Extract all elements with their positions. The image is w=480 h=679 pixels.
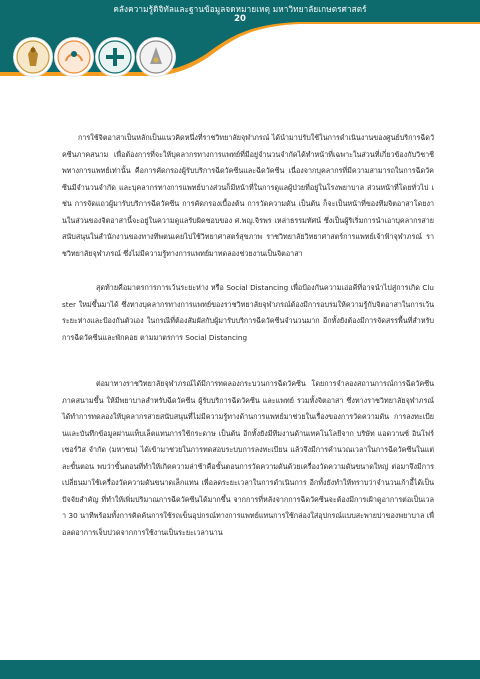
medical-emblem-logo xyxy=(96,38,134,76)
page-number: 20 xyxy=(234,14,246,24)
paragraph-social-distancing: สุดท้ายคือมาตรการการเว้นระยะห่าง หรือ Social Distancing เพื่อป้องกันความเอ่อคีที่อาจนำไปสู่การเกิด Cluster ใหม่ขึ้นมาได้ ซึ่งทางบุคลากรทางการแพทย์ของราชวิทยาลัยจุฬาภรณ์ต้องมีการอบรมให้ความรู้กับจิตอาสาในการเว้นระยะห่างและป้องกันตัวเอง ในกรณีที่ต้องสัมผัสกับผู้มารับบริการฉีดวัคซีนจำนวนมาก อีกทั้งยังต้องมีการจัดสรรพื้นที่สำหรับการฉีดวัคซีนและพักคอย ตามมาตรการ Social Distancing xyxy=(62,283,434,342)
page-footer-bar xyxy=(0,660,480,679)
header-title: คลังความรู้ดิจิทัลและฐานข้อมูลจดหมายเหตุ มหาวิทยาลัยเกษตรศาสตร์ xyxy=(113,4,367,14)
page-header xyxy=(0,0,480,100)
university-seal-logo xyxy=(14,38,52,76)
logo-row xyxy=(14,38,175,78)
document-body xyxy=(62,130,434,541)
paragraph-vaccination-trial: ต่อมาทางราชวิทยาลัยจุฬาภรณ์ได้มีการทดลองกระบวนการฉีดวัคซีน โดยการจำลองสถานการณ์การฉีดวัคซีนภาคสนามขึ้น ให้มีพยาบาลสำหรับฉีดวัคซีน ผู้รับบริการฉีดวัคซีน และแพทย์ รวมทั้งจิตอาสา ซึ่งทางราชวิทยาลัยจุฬาภรณ์ได้ทำการทดลองให้บุคลากรสายสนับสนุนที่ไม่มีความรู้ทางด้านการแพทย์มาช่วยในเรื่องของการวัดความดัน การลงทะเบียนและบันทึกข้อมูลผ่านแท็บเล็ตแทนการใช้กระดาษ เป็นต้น อีกทั้งยังมีทีมงานด้านเทคโนโลยีจาก บริษัท แอดวานซ์ อินโฟร์ เซอร์วิส จำกัด (มหาชน) ได้เข้ามาช่วยในการทดสอบระบบการลงทะเบียน แล้วจึงมีการคำนวณเวลาในการฉีดวัคซีนในแต่ละขั้นตอน พบว่าขั้นตอนที่ทำให้เกิดความล่าช้าคือขั้นตอนการวัดความดันด้วยเครื่องวัดความดันขนาดใหญ่ ต่อมาจึงมีการเปลี่ยนมาใช้เครื่องวัดความดันขนาดเล็กแทน เพื่อลดระยะเวลาในการดำเนินการ อีกทั้งยังทำให้ทราบว่าจำนวนเก้าอี้ได้เป็นปัจจัยสำคัญ ที่ทำให้เพิ่มปริมาณการฉีดวัคซีนได้มากขึ้น จากการที่หลังจากการฉีดวัคซีนจะต้องมีการเฝ้าดูอาการต่อเป็นเวลา 30 นาทีพร้อมทั้งการคิดค้นการใช้รถเข็นอุปกรณ์ทางการแพทย์แทนการใช้กล่องใส่อุปกรณ์แบบสะพายบ่าของพยาบาล เพื่อลดอาการเจ็บปวดจากการใช้งานเป็นระยะเวลานาน xyxy=(62,379,434,537)
paragraph-volunteer-concept: การใช้จิตอาสาเป็นหลักเป็นแนวคิดหนึ่งที่ราชวิทยาลัยจุฬาภรณ์ ได้นำมาปรับใช้ในการดำเนินงานของศูนย์บริการฉีดวัคซีนภาคสนาม เพื่อต้องการที่จะให้บุคลากรทางการแพทย์ที่มีอยู่จำนวนจำกัดได้ทำหน้าที่เฉพาะในส่วนที่เกี่ยวข้องกับวิชาชีพทางการแพทย์เท่านั้น คือการคัดกรองผู้รับบริการฉีดวัคซีนและฉีดวัคซีน เนื่องจากบุคลากรที่มีความสามารถในการฉีดวัคซีนมีจำนวนจำกัด และบุคลากรทางการแพทย์บางส่วนก็มีหน้าที่ในการดูแลผู้ป่วยที่อยู่ในโรงพยาบาล ส่วนหน้าที่โดยทั่วไป เช่น การจัดแถวผู้มารับบริการฉีดวัคซีน การคัดกรองเบื้องต้น การวัดความดัน เป็นต้น ก็จะเป็นหน้าที่ของทีมจิตอาสาโดยงานในส่วนของจิตอาสานี้จะอยู่ในความดูแลรับผิดชอบของ ศ.พญ.จิรพร เหล่าธรรมทัศน์ ซึ่งเป็นผู้ริเริ่มการนำเอาบุคลากรสายสนับสนุนในสำนักงานของทางทีพตนเคยไปใช้วิทยาศาสตร์สุขภาพ ราชวิทยาลัยวิทยาศาสตร์การแพทย์เจ้าฟ้าจุฬาภรณ์ ราชวิทยาลัยจุฬาภรณ์ ซึ่งไม่มีความรู้ทางการแพทย์มาทดลองช่วยงานเป็นจิตอาสา xyxy=(62,133,434,258)
royal-emblem-logo xyxy=(137,38,175,76)
hospital-logo xyxy=(55,38,93,76)
